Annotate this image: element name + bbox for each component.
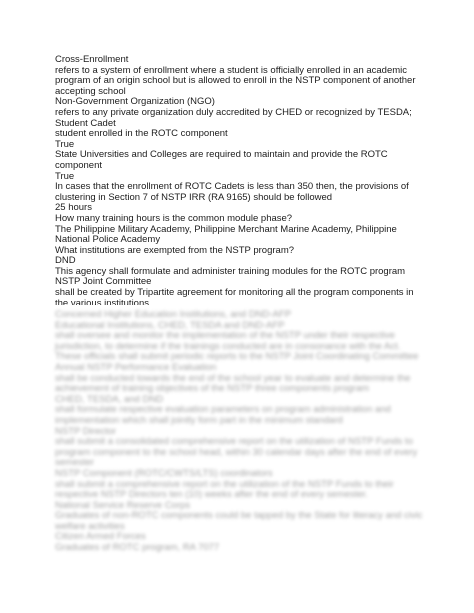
visible-text-block [55, 55, 425, 305]
term-line: NSTP Joint Committee [55, 276, 152, 288]
term-line: Student Cadet [55, 117, 116, 129]
blurred-line: NSTP Director [55, 425, 117, 437]
definition-line: student enrolled in the ROTC component [55, 128, 228, 140]
definition-line: component [55, 159, 103, 171]
term-line: Non-Government Organization (NGO) [55, 96, 215, 108]
definition-line: clustering in Section 7 of NSTP IRR (RA 9165) should be followed [55, 191, 333, 203]
blurred-line: shall submit a consolidated comprehensive report on the utilization of NSTP Funds to [55, 436, 413, 448]
blurred-line: semester [55, 457, 95, 469]
definition-line: program of an origin school but is allowed to enroll in the NSTP component of another [55, 75, 416, 87]
blurred-line: respective NSTP Directors ten (10) weeks after the end of every semester. [55, 489, 368, 501]
term-line: National Police Academy [55, 234, 161, 246]
definition-line: accepting school [55, 85, 126, 97]
blurred-line: Annual NSTP Performance Evaluation [55, 361, 217, 373]
blurred-line: National Service Reserve Corps [55, 499, 191, 511]
definition-line: shall be created by Tripartite agreement for monitoring all the program components in [55, 287, 414, 299]
blurred-line: shall formulate respective evaluation parameters on program administration and [55, 404, 391, 416]
term-line: True [55, 170, 75, 182]
blurred-line: These officials shall submit periodic reports to the NSTP Joint Coordinating Committee [55, 351, 419, 363]
definition-line: This agency shall formulate and administer training modules for the ROTC program [55, 265, 406, 277]
blurred-line: NSTP Component (ROTC/CWTS/LTS) coordinators [55, 467, 273, 479]
blurred-line: welfare activities [55, 520, 125, 532]
definition-line: refers to any private organization duly accredited by CHED or recognized by TESDA; [55, 106, 412, 118]
term-line: The Philippine Military Academy, Philippine Merchant Marine Academy, Philippine [55, 223, 397, 235]
term-line: Cross-Enrollment [55, 54, 129, 65]
definition-line: In cases that the enrollment of ROTC Cadets is less than 350 then, the provisions of [55, 181, 409, 193]
blurred-line: jurisdiction, to determine if the trainings conducted are in consonance with the Act. [55, 340, 401, 352]
term-line: 25 hours [55, 202, 92, 214]
blurred-line: shall oversee and monitor the implementation of the NSTP under their respective [55, 330, 395, 342]
definition-line: What institutions are exempted from the NSTP program? [55, 244, 295, 256]
blurred-line: Graduates of non-ROTC components could be tapped by the State for literacy and civic [55, 510, 423, 522]
term-line: DND [55, 255, 76, 267]
definition-line-cut: the various institutions [55, 298, 149, 305]
blurred-line: Concerned Higher Education Institutions, and DND-AFP [55, 309, 292, 320]
definition-line: State Universities and Colleges are required to maintain and provide the ROTC [55, 149, 388, 161]
blurred-line: implementation which shall jointly form part in the minimum standard [55, 414, 343, 426]
blurred-line: CHED, TESDA, and DND [55, 393, 164, 405]
blurred-line: achievement of training objectives of the NSTP three components program [55, 383, 370, 395]
blurred-line: program component to the school head, within 30 calendar days after the end of every [55, 446, 418, 458]
blurred-line: shall submit a comprehensive report on the utilization of the NSTP Funds to their [55, 478, 394, 490]
blurred-line: Citizen Armed Forces [55, 531, 146, 543]
blurred-preview-block [55, 310, 425, 554]
blurred-line: Educational Institutions, CHED, TESDA and DND-AFP [55, 319, 285, 331]
blurred-line: Graduates of ROTC program, RA 7077 [55, 542, 220, 554]
term-line: True [55, 138, 75, 150]
definition-line: How many training hours is the common module phase? [55, 212, 293, 224]
definition-line: refers to a system of enrollment where a student is officially enrolled in an academic [55, 64, 408, 76]
blurred-line: shall be conducted towards the end of the school year to evaluate and determine the [55, 372, 411, 384]
